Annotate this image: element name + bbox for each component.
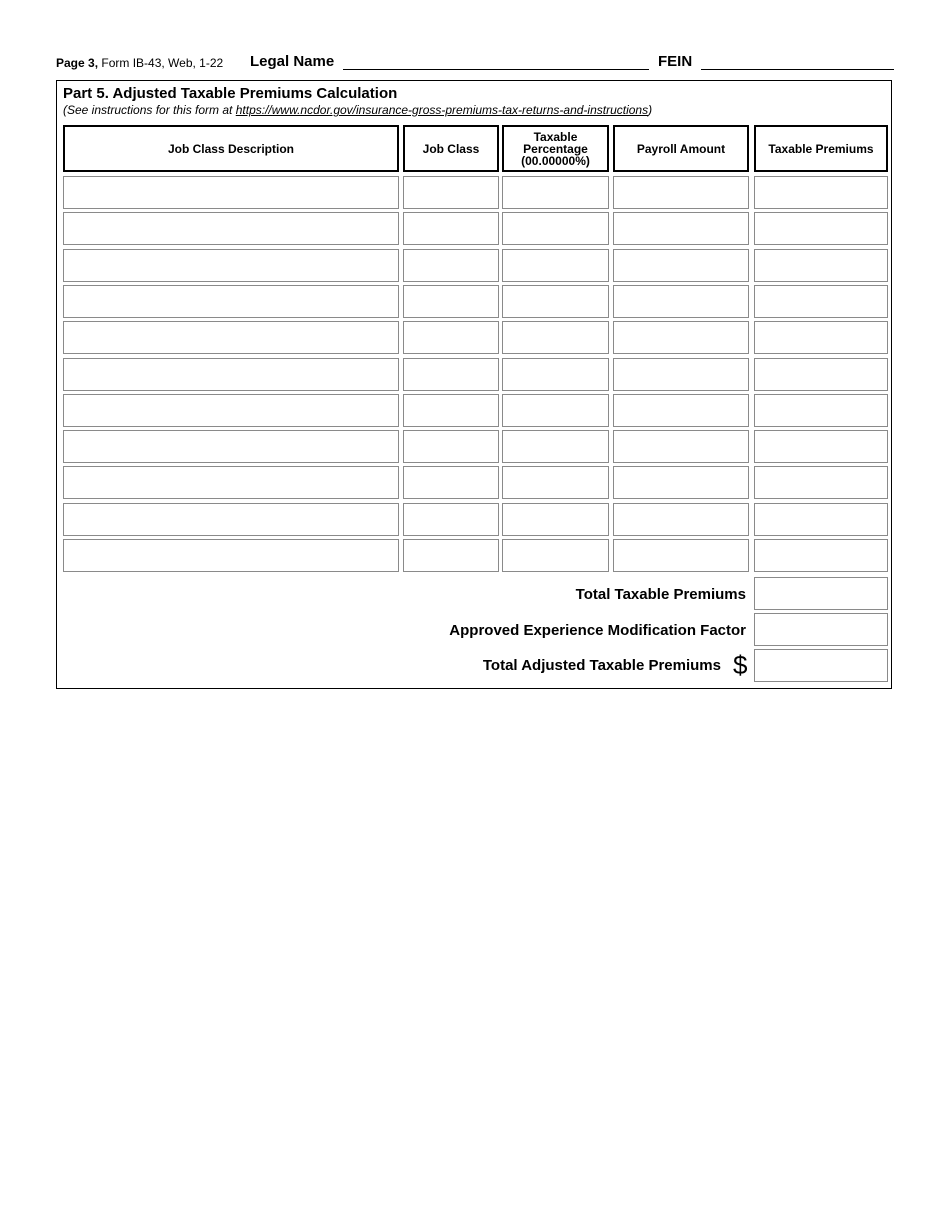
taxable-premiums-field[interactable] (754, 321, 888, 354)
taxable-premiums-field[interactable] (754, 212, 888, 245)
job-class-field[interactable] (403, 394, 499, 427)
part5-section (56, 80, 892, 689)
job-class-field[interactable] (403, 321, 499, 354)
job-class-field[interactable] (403, 212, 499, 245)
payroll-amount-field[interactable] (613, 539, 749, 572)
col-header-payroll-amount: Payroll Amount (613, 125, 749, 172)
job-class-field[interactable] (403, 285, 499, 318)
payroll-amount-field[interactable] (613, 249, 749, 282)
taxable-premiums-field[interactable] (754, 503, 888, 536)
payroll-amount-field[interactable] (613, 321, 749, 354)
total-adjusted-taxable-premiums-label: Total Adjusted Taxable Premiums (482, 657, 721, 674)
payroll-amount-field[interactable] (613, 503, 749, 536)
total-adjusted-taxable-premiums-field[interactable] (754, 649, 888, 682)
payroll-amount-field[interactable] (613, 176, 749, 209)
taxable-premiums-field[interactable] (754, 430, 888, 463)
taxable-percentage-field[interactable] (502, 358, 609, 391)
col-header-job-class-description: Job Class Description (63, 125, 399, 172)
page-header (56, 52, 896, 72)
job-class-field[interactable] (403, 249, 499, 282)
payroll-amount-field[interactable] (613, 358, 749, 391)
job-class-field[interactable] (403, 358, 499, 391)
taxable-percentage-field[interactable] (502, 394, 609, 427)
job-class-description-field[interactable] (63, 358, 399, 391)
taxable-percentage-field[interactable] (502, 466, 609, 499)
job-class-description-field[interactable] (63, 249, 399, 282)
job-class-description-field[interactable] (63, 285, 399, 318)
legal-name-label: Legal Name (250, 53, 335, 70)
job-class-description-field[interactable] (63, 394, 399, 427)
part5-instructions: (See instructions for this form at https://www.ncdor.gov/insurance-gross-premiums-tax-returns-and-instructions) (63, 103, 653, 117)
job-class-field[interactable] (403, 176, 499, 209)
col-header-taxable-premiums: Taxable Premiums (754, 125, 888, 172)
payroll-amount-field[interactable] (613, 212, 749, 245)
total-taxable-premiums-field[interactable] (754, 577, 888, 610)
experience-mod-factor-label: Approved Experience Modification Factor (449, 622, 746, 639)
job-class-field[interactable] (403, 430, 499, 463)
job-class-description-field[interactable] (63, 212, 399, 245)
payroll-amount-field[interactable] (613, 430, 749, 463)
taxable-percentage-field[interactable] (502, 212, 609, 245)
job-class-description-field[interactable] (63, 176, 399, 209)
taxable-percentage-field[interactable] (502, 321, 609, 354)
dollar-sign: $ (733, 650, 748, 680)
job-class-field[interactable] (403, 503, 499, 536)
total-taxable-premiums-label: Total Taxable Premiums (575, 586, 746, 603)
part5-title: Part 5. Adjusted Taxable Premiums Calculation (63, 85, 398, 102)
taxable-premiums-field[interactable] (754, 176, 888, 209)
job-class-description-field[interactable] (63, 503, 399, 536)
taxable-premiums-field[interactable] (754, 466, 888, 499)
job-class-description-field[interactable] (63, 466, 399, 499)
col-header-job-class: Job Class (403, 125, 499, 172)
taxable-percentage-field[interactable] (502, 539, 609, 572)
taxable-premiums-field[interactable] (754, 394, 888, 427)
col-header-taxable-percentage: Taxable Percentage (00.00000%) (502, 125, 609, 172)
page-number-label: Page 3, Form IB-43, Web, 1-22 (56, 56, 224, 70)
job-class-field[interactable] (403, 466, 499, 499)
taxable-premiums-field[interactable] (754, 358, 888, 391)
job-class-description-field[interactable] (63, 430, 399, 463)
payroll-amount-field[interactable] (613, 394, 749, 427)
job-class-description-field[interactable] (63, 321, 399, 354)
experience-mod-factor-field[interactable] (754, 613, 888, 646)
payroll-amount-field[interactable] (613, 285, 749, 318)
taxable-percentage-field[interactable] (502, 503, 609, 536)
payroll-amount-field[interactable] (613, 466, 749, 499)
taxable-premiums-field[interactable] (754, 249, 888, 282)
job-class-description-field[interactable] (63, 539, 399, 572)
instructions-link[interactable]: https://www.ncdor.gov/insurance-gross-premiums-tax-returns-and-instructions (235, 103, 649, 117)
taxable-percentage-field[interactable] (502, 430, 609, 463)
taxable-percentage-field[interactable] (502, 249, 609, 282)
job-class-field[interactable] (403, 539, 499, 572)
fein-label: FEIN (658, 53, 693, 70)
fein-field[interactable] (701, 69, 894, 70)
taxable-percentage-field[interactable] (502, 285, 609, 318)
taxable-premiums-field[interactable] (754, 285, 888, 318)
taxable-percentage-field[interactable] (502, 176, 609, 209)
legal-name-field[interactable] (343, 69, 649, 70)
taxable-premiums-field[interactable] (754, 539, 888, 572)
